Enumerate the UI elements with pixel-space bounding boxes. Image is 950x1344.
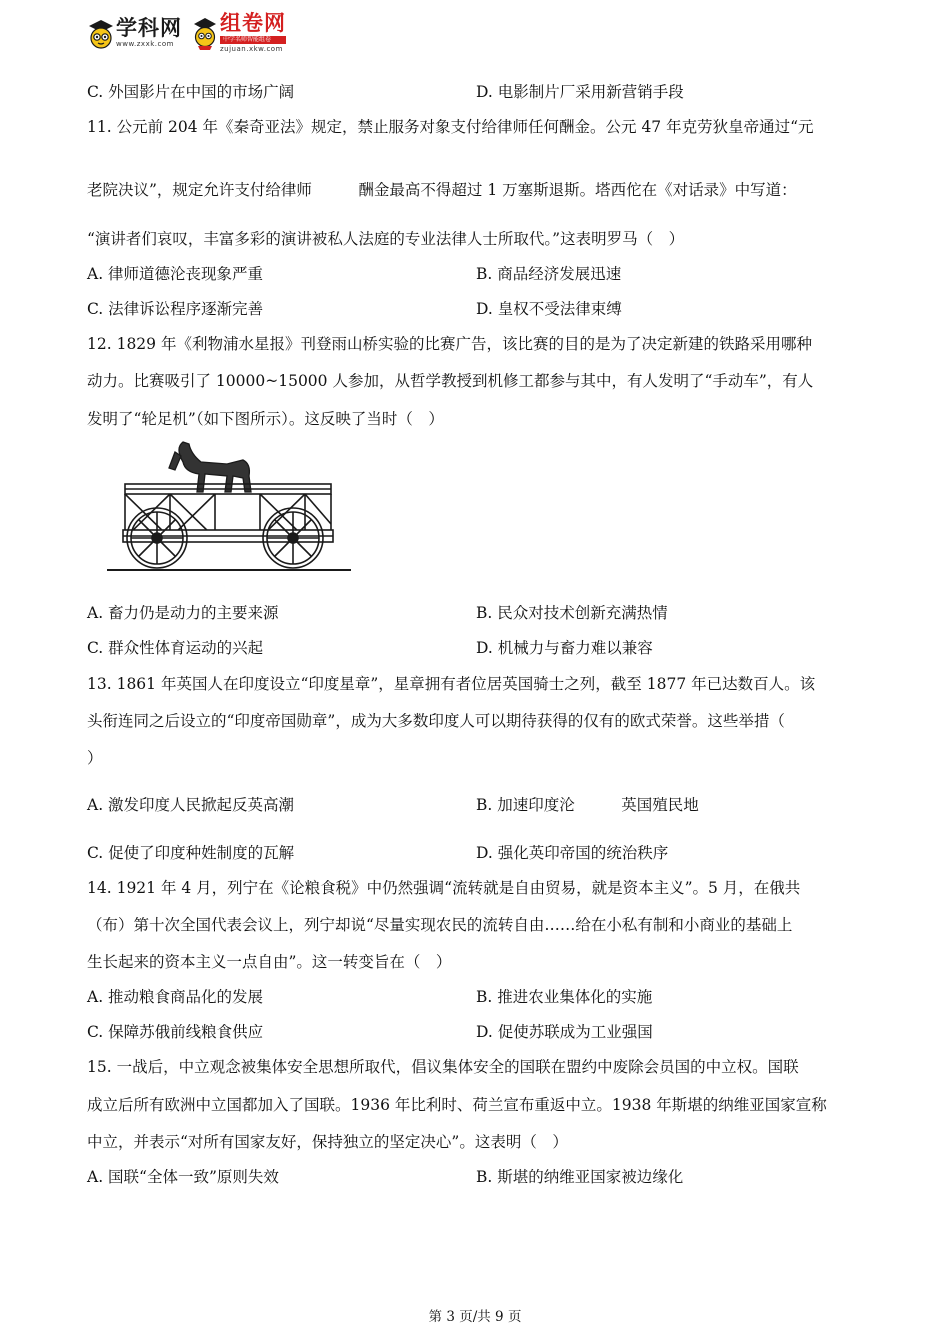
- zxxk-logo-url: www.zxxk.com: [116, 40, 174, 48]
- q13-option-a[interactable]: A. 激发印度人民掀起反英高潮: [87, 796, 295, 814]
- q15-option-a[interactable]: A. 国联“全体一致”原则失效: [87, 1168, 279, 1186]
- zxxk-logo[interactable]: [86, 17, 182, 49]
- q14-option-d[interactable]: D. 促使苏联成为工业强国: [476, 1023, 653, 1041]
- q14-option-c[interactable]: C. 保障苏俄前线粮食供应: [87, 1023, 264, 1041]
- page-number: 第 3 页/共 9 页: [428, 1309, 522, 1325]
- q15-stem-line3: 中立，并表示“对所有国家友好，保持独立的坚定决心”。这表明（ ）: [87, 1133, 568, 1151]
- q13-option-c[interactable]: C. 促使了印度种姓制度的瓦解: [87, 844, 295, 862]
- q12-stem-line3: 发明了“轮足机”（如下图所示）。这反映了当时（ ）: [87, 410, 444, 428]
- q13-option-b[interactable]: B. 加速印度沦 英国殖民地: [476, 796, 699, 814]
- q10-option-c[interactable]: C. 外国影片在中国的市场广阔: [87, 83, 295, 101]
- q12-option-b[interactable]: B. 民众对技术创新充满热情: [476, 604, 668, 622]
- zujuan-logo[interactable]: [190, 13, 286, 53]
- q13-stem-line3: ）: [87, 749, 103, 767]
- zujuan-logo-text: 组卷网: [220, 11, 286, 35]
- q12-option-d[interactable]: D. 机械力与畜力难以兼容: [476, 639, 653, 657]
- q11-option-b[interactable]: B. 商品经济发展迅速: [476, 265, 622, 283]
- q14-option-a[interactable]: A. 推动粮食商品化的发展: [87, 988, 264, 1006]
- q12-stem-line2: 动力。比赛吸引了 10000~15000 人参加，从哲学教授到机修工都参与其中，有人发明了“手动车”，有人: [87, 372, 814, 390]
- q13-option-d[interactable]: D. 强化英印帝国的统治秩序: [476, 844, 669, 862]
- q15-option-b[interactable]: B. 斯堪的纳维亚国家被边缘化: [476, 1168, 684, 1186]
- zujuan-logo-badge: 中学名师智能组卷: [220, 36, 286, 44]
- header-logos: [86, 12, 294, 54]
- zxxk-logo-text: 学科网: [116, 16, 182, 40]
- q15-stem-line1: 15. 一战后，中立观念被集体安全思想所取代，倡议集体安全的国联在盟约中废除会员国的中立权。国联: [87, 1058, 799, 1076]
- q14-option-b[interactable]: B. 推进农业集体化的实施: [476, 988, 653, 1006]
- q13-stem-line1: 13. 1861 年英国人在印度设立“印度星章”，星章拥有者位居英国骑士之列，截至 1877 年已达数百人。该: [87, 675, 816, 693]
- q11-option-d[interactable]: D. 皇权不受法律束缚: [476, 300, 622, 318]
- q15-stem-line2: 成立后所有欧洲中立国都加入了国联。1936 年比利时、荷兰宣布重返中立。1938 年斯堪的纳维亚国家宣称: [87, 1096, 827, 1114]
- q14-stem-line1: 14. 1921 年 4 月，列宁在《论粮食税》中仍然强调“流转就是自由贸易，就是资本主义”。5 月，在俄共: [87, 879, 801, 897]
- q14-stem-line3: 生长起来的资本主义一点自由”。这一转变旨在（ ）: [87, 953, 452, 971]
- zujuan-mascot-icon: [190, 16, 220, 50]
- q12-stem-line1: 12. 1829 年《利物浦水星报》刊登雨山桥实验的比赛广告，该比赛的目的是为了决定新建的铁路采用哪种: [87, 335, 812, 353]
- q11-stem-line3: “演讲者们哀叹，丰富多彩的演讲被私人法庭的专业法律人士所取代。”这表明罗马（ ）: [87, 230, 685, 248]
- q12-option-c[interactable]: C. 群众性体育运动的兴起: [87, 639, 264, 657]
- q14-stem-line2: （布）第十次全国代表会议上，列宁却说“尽量实现农民的流转自由……给在小私有制和小商业的基础上: [87, 916, 793, 934]
- zxxk-mascot-icon: [86, 17, 116, 49]
- q11-stem-line1: 11. 公元前 204 年《秦奇亚法》规定，禁止服务对象支付给律师任何酬金。公元 47 年克劳狄皇帝通过“元: [87, 118, 814, 136]
- q12-option-a[interactable]: A. 畜力仍是动力的主要来源: [87, 604, 279, 622]
- horse-treadmill-locomotive-figure: [105, 434, 355, 580]
- q13-stem-line2: 头衔连同之后设立的“印度帝国勋章”，成为大多数印度人可以期待获得的仅有的欧式荣誉。这些举措（: [87, 712, 785, 730]
- zujuan-logo-url: zujuan.xkw.com: [220, 45, 283, 53]
- q11-stem-line2: 老院决议”，规定允许支付给律师 酬金最高不得超过 1 万塞斯退斯。塔西佗在《对话录》中写道：: [87, 181, 797, 199]
- q11-option-a[interactable]: A. 律师道德沦丧现象严重: [87, 265, 264, 283]
- q10-option-d[interactable]: D. 电影制片厂采用新营销手段: [476, 83, 684, 101]
- q11-option-c[interactable]: C. 法律诉讼程序逐渐完善: [87, 300, 264, 318]
